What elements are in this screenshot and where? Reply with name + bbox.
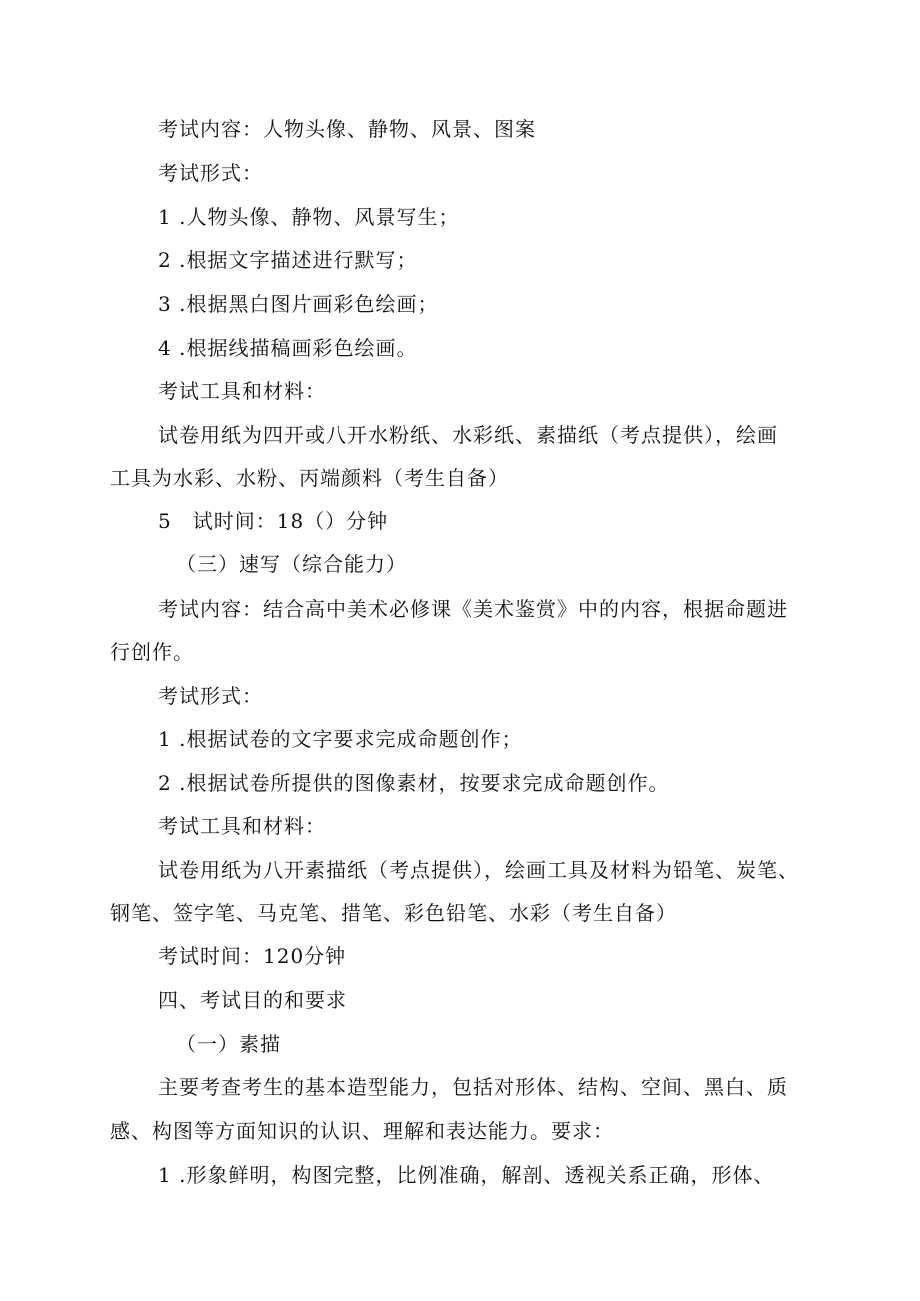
list-item-3: 3 .根据黑白图片画彩色绘画；	[158, 292, 439, 316]
drawing-objective-line: 主要考查考生的基本造型能力，包括对形体、结构、空间、黑白、质	[158, 1075, 788, 1099]
sketch-list-item-1: 1 .根据试卷的文字要求完成命题创作；	[158, 727, 523, 751]
sketch-list-item-2: 2 .根据试卷所提供的图像素材，按要求完成命题创作。	[158, 771, 670, 795]
paper-requirement-line: 试卷用纸为四开或八开水粉纸、水彩纸、素描纸（考点提供），绘画	[158, 423, 778, 447]
sketch-paper-line: 试卷用纸为八开素描纸（考点提供），绘画工具及材料为铅笔、炭笔、	[158, 858, 799, 882]
tools-materials-heading: 考试工具和材料：	[158, 379, 326, 403]
sketch-time-line: 考试时间：120分钟	[158, 944, 347, 968]
sketch-format-heading: 考试形式：	[158, 684, 263, 708]
exam-format-heading: 考试形式：	[158, 161, 263, 185]
subsection-drawing-heading: （一）素描	[176, 1032, 281, 1056]
list-item-2: 2 .根据文字描述进行默写；	[158, 248, 418, 272]
paper-requirement-continued: 工具为水彩、水粉、丙端颜料（考生自备）	[110, 466, 509, 490]
sketch-content-continued: 行创作。	[110, 640, 194, 664]
sketch-paper-continued: 钢笔、签字笔、马克笔、措笔、彩色铅笔、水彩（考生自备）	[110, 901, 677, 925]
section-four-heading: 四、考试目的和要求	[158, 988, 347, 1012]
drawing-objective-continued: 感、构图等方面知识的认识、理解和表达能力。要求：	[110, 1119, 614, 1143]
section-sketch-heading: （三）速写（综合能力）	[176, 552, 407, 576]
list-item-4: 4 .根据线描稿画彩色绘画。	[158, 336, 418, 360]
drawing-requirement-item-1: 1 .形象鲜明，构图完整，比例准确，解剖、透视关系正确，形体、	[158, 1163, 775, 1187]
sketch-content-line: 考试内容：结合高中美术必修课《美术鉴赏》中的内容，根据命题进	[158, 597, 788, 621]
exam-content-line: 考试内容：人物头像、静物、风景、图案	[158, 117, 536, 141]
list-item-1: 1 .人物头像、静物、风景写生；	[158, 205, 460, 229]
sketch-tools-heading: 考试工具和材料：	[158, 814, 326, 838]
exam-time-line: 5 试时间：18（）分钟	[158, 509, 389, 533]
